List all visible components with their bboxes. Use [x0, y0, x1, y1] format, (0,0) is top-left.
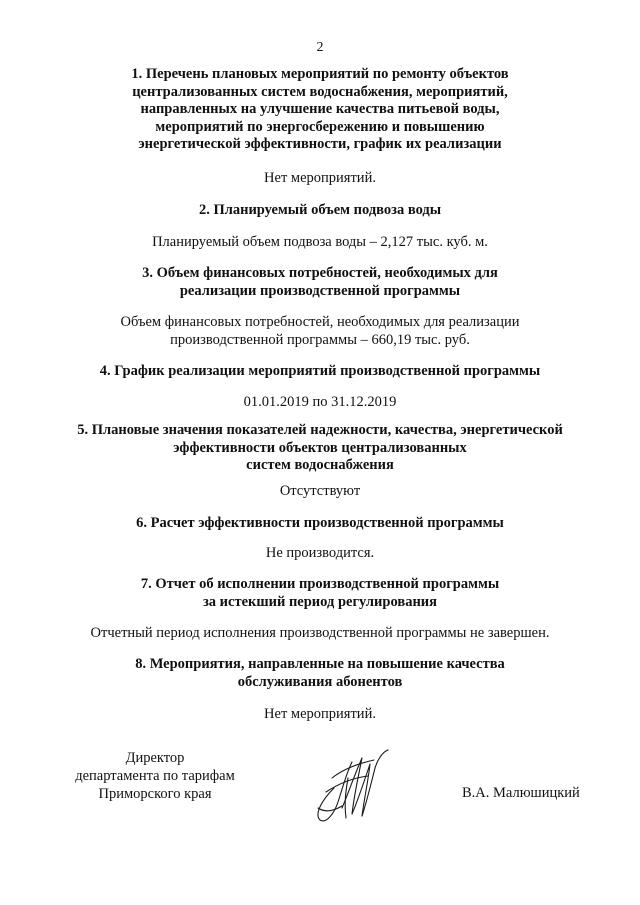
body-line: Планируемый объем подвоза воды – 2,127 тыс. куб. м.	[152, 234, 488, 250]
position-line: Приморского края	[98, 785, 212, 802]
page-number: 2	[316, 40, 324, 55]
body-line: 01.01.2019 по 31.12.2019	[243, 394, 397, 410]
heading-line: энергетической эффективности, график их реализации	[138, 136, 502, 153]
section-7-body	[0, 625, 640, 643]
position-line: Директор	[125, 750, 185, 766]
body-line: Отчетный период исполнения производственной программы не завершен.	[90, 625, 550, 641]
signer-position	[50, 750, 260, 803]
section-6-body	[0, 545, 640, 563]
heading-line: эффективности объектов централизованных	[173, 439, 467, 456]
heading-line: реализации производственной программы	[179, 282, 461, 299]
section-5-heading	[0, 422, 640, 475]
body-line: Объем финансовых потребностей, необходимых для реализации	[120, 314, 520, 330]
section-8-body	[0, 706, 640, 724]
section-1-heading	[0, 66, 640, 154]
section-5-body	[0, 483, 640, 501]
handwritten-signature	[312, 748, 390, 824]
body-line: Отсутствуют	[279, 483, 361, 499]
section-7-heading	[0, 576, 640, 611]
section-6-heading	[0, 515, 640, 533]
section-4-body	[0, 394, 640, 412]
heading-line: мероприятий по энергосбережению и повышению	[155, 118, 485, 135]
heading-line: 7. Отчет об исполнении производственной программы	[140, 576, 500, 592]
body-line: Не производится.	[265, 545, 375, 561]
section-2-heading	[0, 202, 640, 220]
section-1-body	[0, 170, 640, 188]
position-line: департамента по тарифам	[75, 767, 235, 784]
heading-line: 5. Плановые значения показателей надежности, качества, энергетической	[77, 422, 563, 438]
heading-line: за истекший период регулирования	[202, 593, 438, 610]
body-line: Нет мероприятий.	[264, 170, 376, 186]
section-2-body	[0, 234, 640, 252]
heading-line: 3. Объем финансовых потребностей, необходимых для	[142, 265, 498, 281]
heading-line: обслуживания абонентов	[237, 673, 403, 690]
heading-line: 1. Перечень плановых мероприятий по ремонту объектов	[131, 66, 509, 82]
heading-line: 6. Расчет эффективности производственной программы	[136, 515, 504, 531]
heading-line: 4. График реализации мероприятий производственной программы	[99, 363, 541, 379]
section-4-heading	[0, 363, 640, 381]
section-3-body	[0, 314, 640, 349]
body-line: Нет мероприятий.	[264, 706, 376, 722]
section-3-heading	[0, 265, 640, 300]
body-line: производственной программы – 660,19 тыс. руб.	[170, 331, 470, 348]
section-8-heading	[0, 656, 640, 691]
heading-line: централизованных систем водоснабжения, мероприятий,	[132, 83, 508, 100]
heading-line: направленных на улучшение качества питьевой воды,	[140, 101, 500, 118]
heading-line: 8. Мероприятия, направленные на повышение качества	[135, 656, 505, 672]
signer-name: В.А. Малюшицкий	[462, 785, 580, 801]
heading-line: систем водоснабжения	[246, 457, 394, 474]
heading-line: 2. Планируемый объем подвоза воды	[198, 202, 442, 218]
